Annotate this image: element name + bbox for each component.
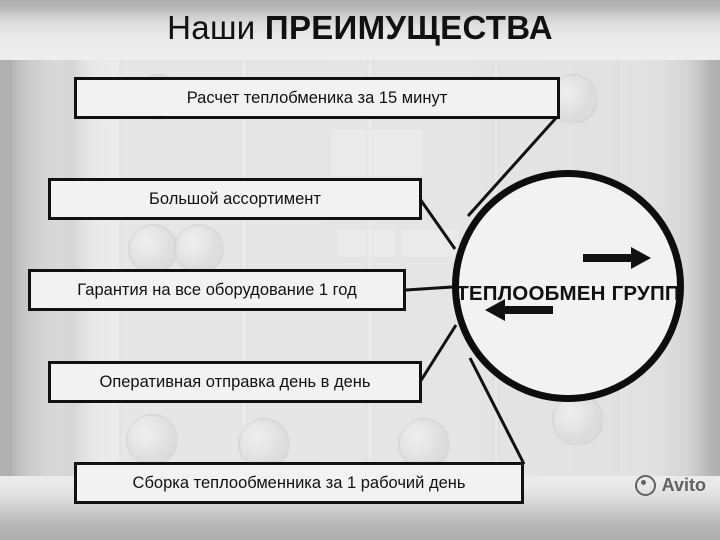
feature-box-3[interactable]: [28, 269, 406, 311]
feature-box-2[interactable]: [48, 178, 422, 220]
feature-label-3: Гарантия на все оборудование 1 год: [77, 280, 357, 299]
feature-label-2: Большой ассортимент: [149, 189, 321, 208]
title-light-part: Наши: [167, 9, 265, 46]
feature-label-5: Сборка теплообменника за 1 рабочий день: [132, 473, 466, 492]
page-title: [0, 8, 720, 48]
feature-label-4: Оперативная отправка день в день: [99, 372, 371, 391]
watermark-text: Avito: [661, 475, 706, 495]
logo-inner: [456, 177, 680, 395]
logo-text: ТЕПЛООБМЕН ГРУПП: [456, 282, 680, 305]
watermark: [635, 475, 706, 496]
title-bold-part: ПРЕИМУЩЕСТВА: [264, 9, 553, 46]
feature-box-5[interactable]: [74, 462, 524, 504]
feature-box-4[interactable]: [48, 361, 422, 403]
avito-icon: [635, 475, 656, 496]
logo-badge[interactable]: [452, 170, 684, 402]
feature-label-1: Расчет теплобменика за 15 минут: [186, 88, 448, 107]
feature-box-1[interactable]: [74, 77, 560, 119]
